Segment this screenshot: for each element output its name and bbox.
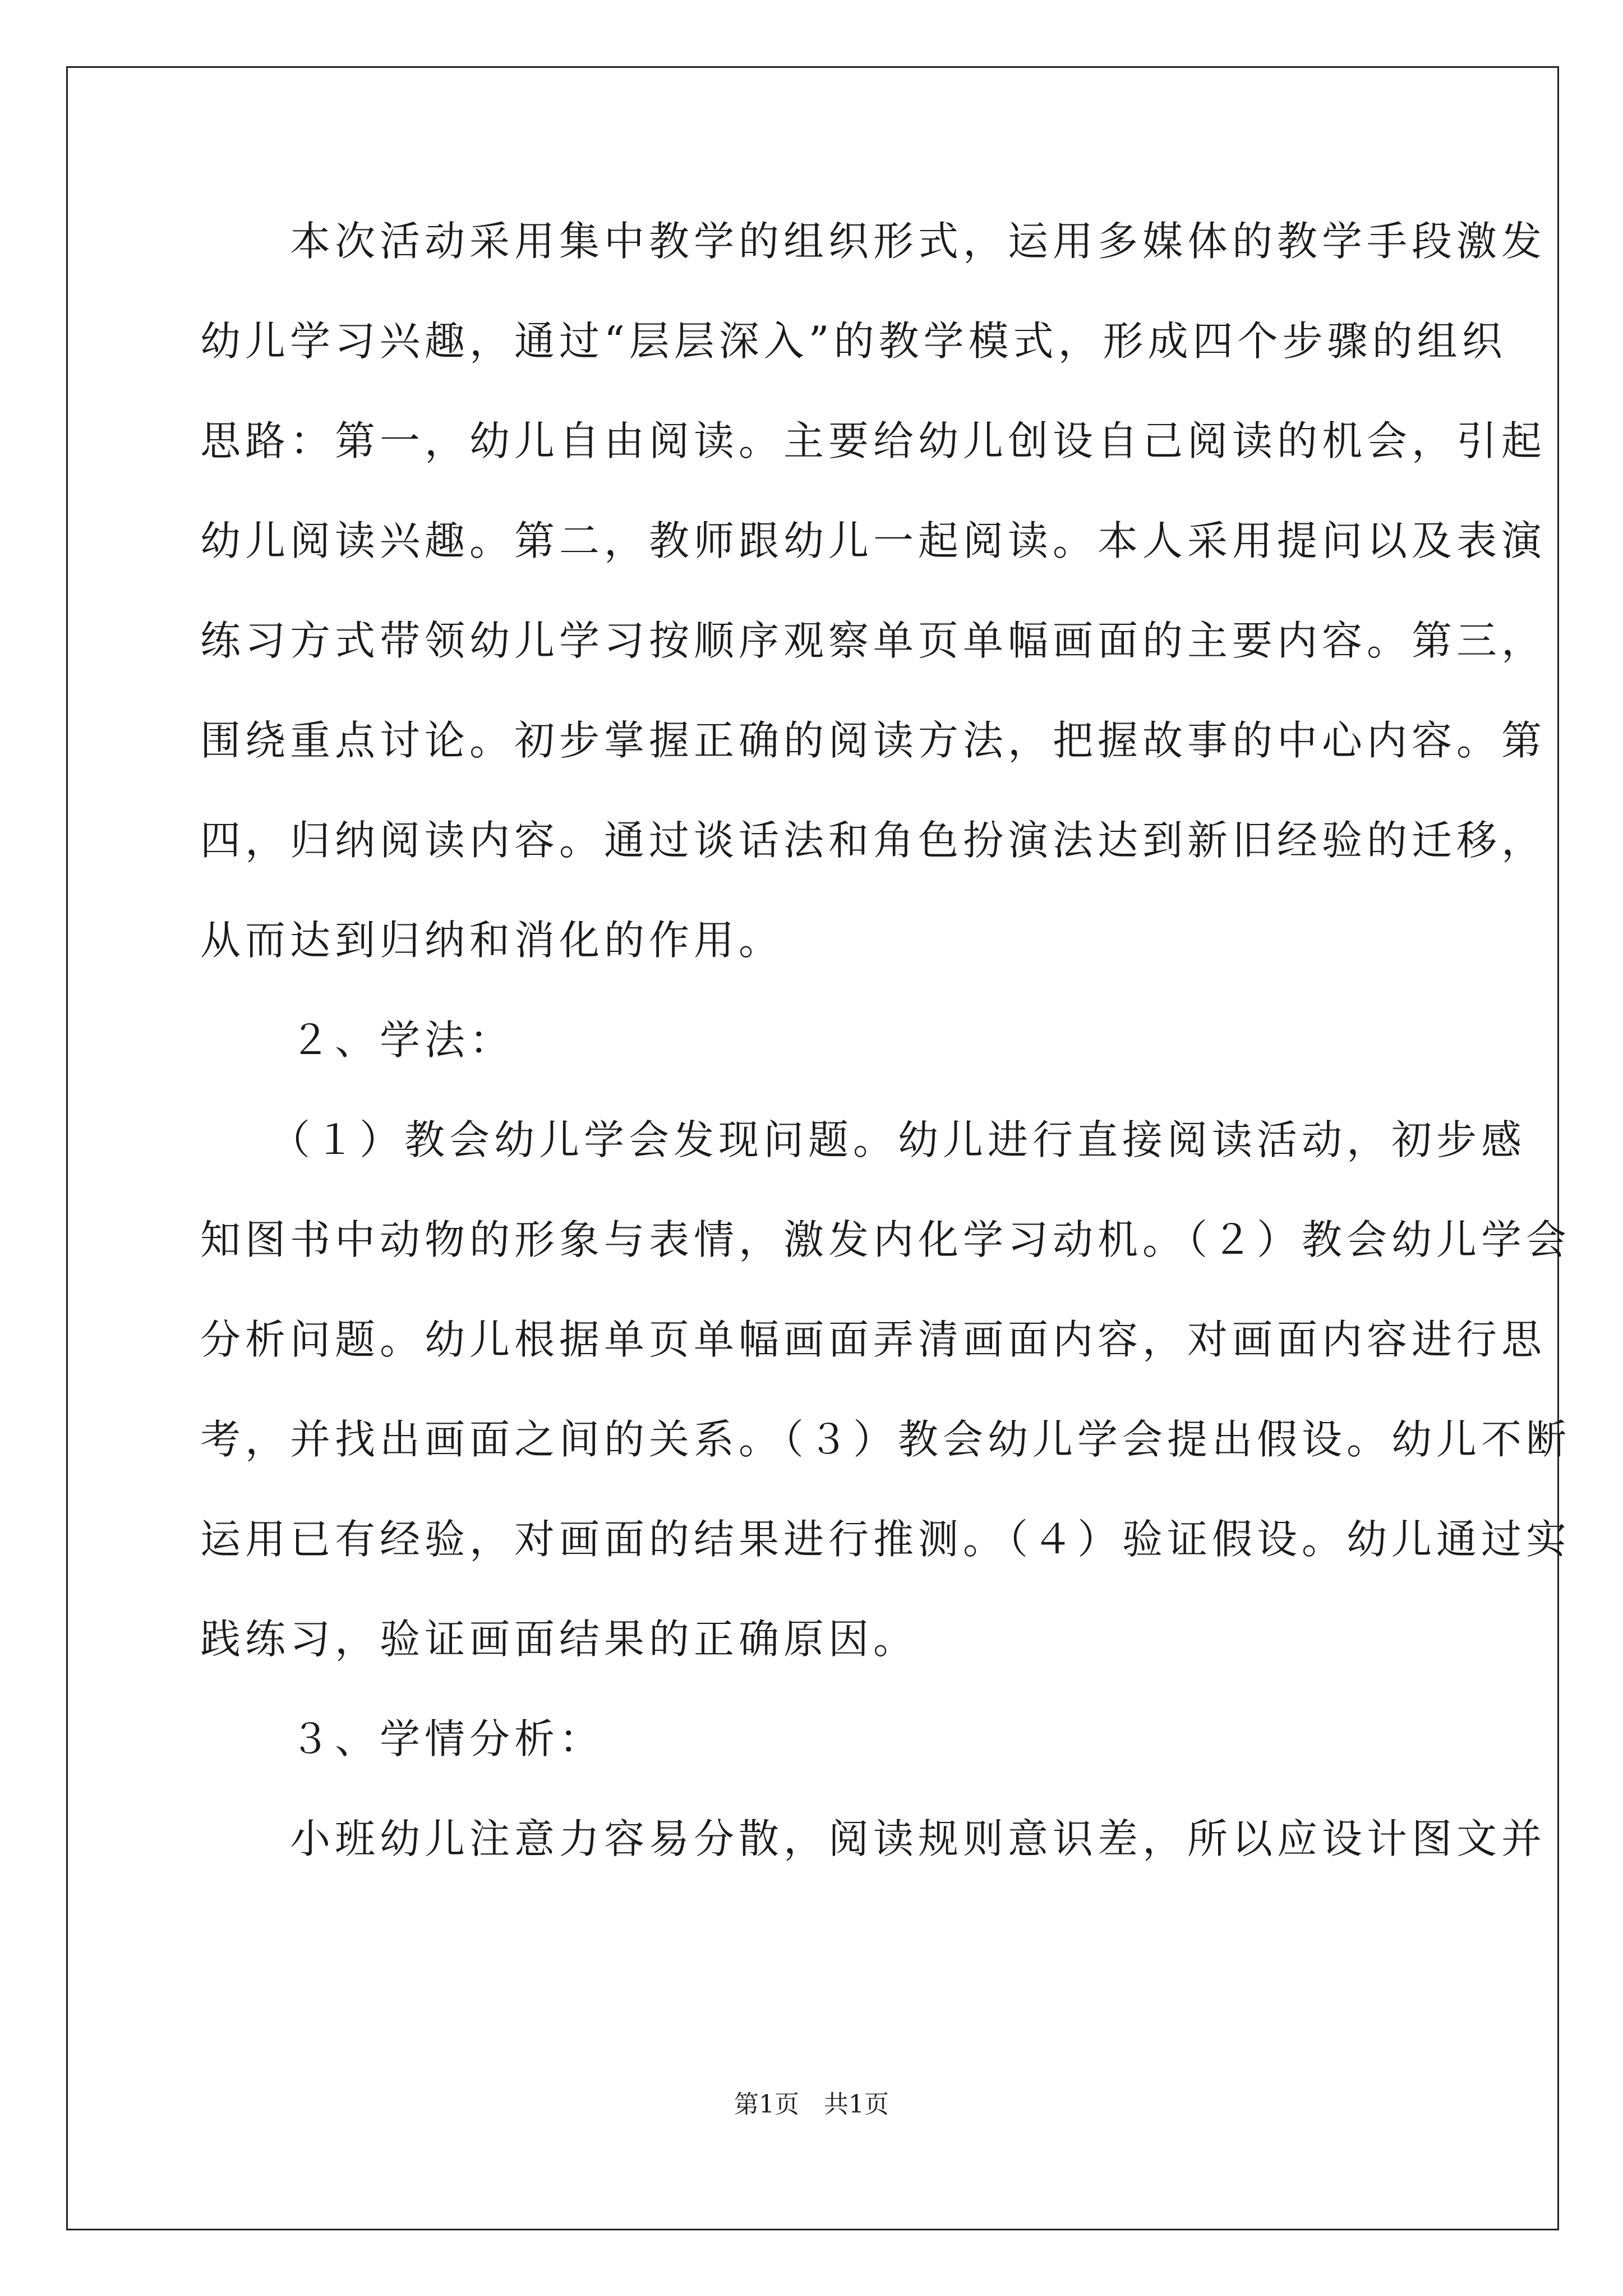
text-line: 分析问题。幼儿根据单页单幅画面弄清画面内容，对画面内容进行思 — [200, 1316, 1547, 1363]
page-footer: 第1页 共1页 — [734, 2090, 889, 2119]
text-line: 本次活动采用集中教学的组织形式，运用多媒体的教学手段激发 — [200, 218, 1547, 265]
text-line: （１）教会幼儿学会发现问题。幼儿进行直接阅读活动，初步感 — [200, 1116, 1527, 1163]
section-heading-learner-analysis: ３、学情分析： — [200, 1715, 605, 1763]
text-line: 运用已有经验，对画面的结果进行推测。（４）验证假设。幼儿通过实 — [200, 1516, 1571, 1563]
text-line: 从而达到归纳和消化的作用。 — [200, 917, 784, 964]
text-line: 小班幼儿注意力容易分散，阅读规则意识差，所以应设计图文并 — [200, 1815, 1547, 1862]
section-heading-learning-method: ２、学法： — [200, 1016, 515, 1064]
text-line: 思路：第一，幼儿自由阅读。主要给幼儿创设自己阅读的机会，引起 — [200, 417, 1547, 464]
text-line: 练习方式带领幼儿学习按顺序观察单页单幅画面的主要内容。第三， — [200, 617, 1547, 664]
text-line: 围绕重点讨论。初步掌握正确的阅读方法，把握故事的中心内容。第 — [200, 717, 1547, 764]
text-line: 知图书中动物的形象与表情，激发内化学习动机。（２）教会幼儿学会 — [200, 1216, 1571, 1263]
text-line: 考，并找出画面之间的关系。（３）教会幼儿学会提出假设。幼儿不断 — [200, 1416, 1571, 1463]
text-line: 践练习，验证画面结果的正确原因。 — [200, 1616, 919, 1663]
text-line: 幼儿阅读兴趣。第二，教师跟幼儿一起阅读。本人采用提问以及表演 — [200, 517, 1547, 564]
text-line: 幼儿学习兴趣，通过“层层深入”的教学模式，形成四个步骤的组织 — [200, 318, 1507, 365]
text-line: 四，归纳阅读内容。通过谈话法和角色扮演法达到新旧经验的迁移， — [200, 817, 1547, 864]
